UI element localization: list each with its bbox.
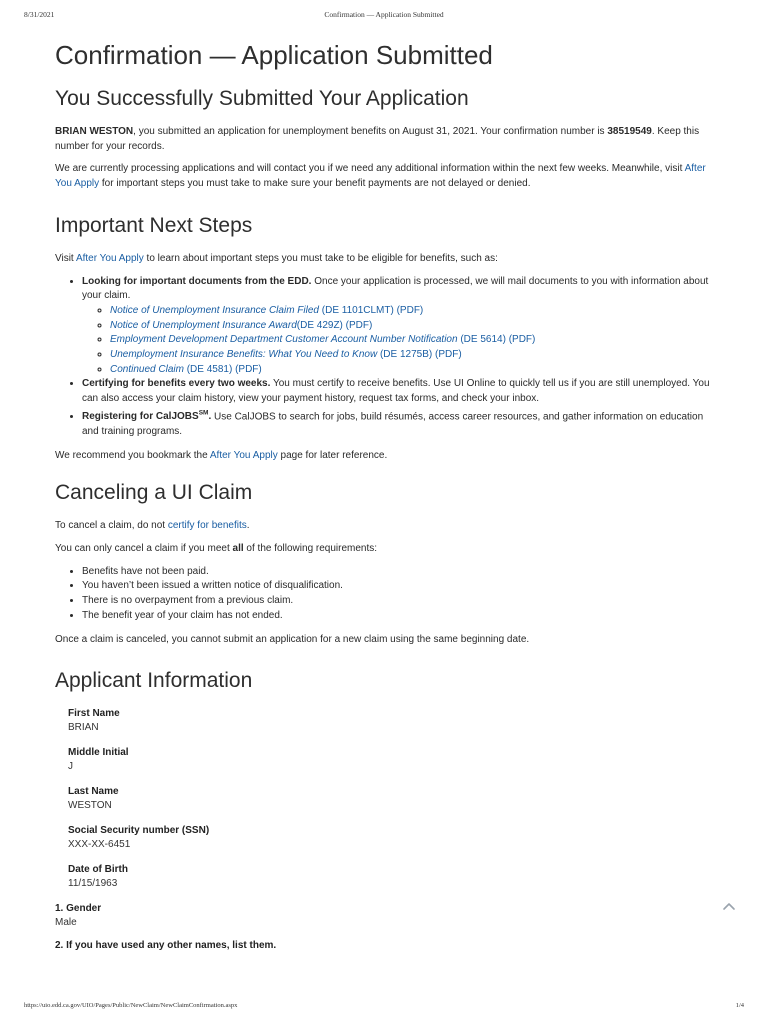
answer-value: Male xyxy=(55,917,77,929)
next-steps-list xyxy=(55,275,715,440)
document-link-de4581[interactable] xyxy=(110,364,262,375)
processing-text-1: We are currently processing applications and will contact you if we need any additional information within the next few weeks. Meanwhile, visit xyxy=(55,163,685,175)
field-label: Middle Initial xyxy=(68,747,129,759)
document-link-de1101clmt[interactable] xyxy=(110,305,423,316)
document-title: Unemployment Insurance Benefits: What You Need to Know xyxy=(110,349,378,361)
document-item xyxy=(110,333,715,348)
chevron-up-icon xyxy=(722,901,736,911)
list-item: • You haven’t been issued a written notice of disqualification. xyxy=(82,579,715,594)
document-title: Continued Claim xyxy=(110,363,184,375)
field-label: Date of Birth xyxy=(68,864,128,876)
field-value: J xyxy=(68,761,73,773)
bookmark-paragraph xyxy=(55,449,715,464)
confirmation-number: 38519549 xyxy=(607,126,652,137)
cancel-req-all: all xyxy=(232,542,244,554)
cancel-text-1: To cancel a claim, do not xyxy=(55,520,168,532)
document-link-de429z[interactable] xyxy=(110,320,372,331)
document-item xyxy=(110,348,715,363)
field-date-of-birth xyxy=(68,863,715,891)
bookmark-text-1: We recommend you bookmark the xyxy=(55,449,210,461)
scroll-to-top-button[interactable] xyxy=(720,897,738,915)
document-title: Notice of Unemployment Insurance Award xyxy=(110,319,297,331)
next-steps-intro xyxy=(55,252,715,267)
field-value: BRIAN xyxy=(68,722,99,734)
processing-paragraph xyxy=(55,162,715,191)
document-code: (DE 1101CLMT) (PDF) xyxy=(318,304,424,316)
cancel-heading: Canceling a UI Claim xyxy=(55,481,253,505)
caljobs-heading xyxy=(82,411,211,422)
certify-for-benefits-link[interactable]: certify for benefits xyxy=(167,520,247,532)
main-content xyxy=(55,38,715,953)
cancel-footer: Once a claim is canceled, you cannot submit an application for a new claim using the same beginning date. xyxy=(55,633,530,645)
documents-text: Once your application is processed, we will mail documents to you with information about your claim. xyxy=(82,275,709,302)
applicant-name: BRIAN WESTON xyxy=(55,126,134,137)
field-label: Social Security number (SSN) xyxy=(68,825,210,837)
after-you-apply-link[interactable]: After You Apply xyxy=(75,252,144,264)
bookmark-text-2: page for later reference. xyxy=(277,449,388,461)
list-item xyxy=(82,407,715,440)
next-steps-intro-text-1: Visit xyxy=(55,252,76,264)
print-header xyxy=(24,10,744,24)
documents-heading: Looking for important documents from the EDD. xyxy=(82,275,312,287)
applicant-fields xyxy=(55,707,715,891)
caljobs-period: . xyxy=(208,411,212,423)
print-page-number: 1/4 xyxy=(735,1002,744,1009)
question-gender xyxy=(55,902,715,953)
processing-text-2: for important steps you must take to make sure your benefit payments are not delayed or denied. xyxy=(99,178,531,190)
list-item xyxy=(82,377,715,406)
question-label: 2. If you have used any other names, list them. xyxy=(55,940,277,952)
document-title: Employment Development Department Customer Account Number Notification xyxy=(110,334,458,346)
caljobs-label: Registering for CalJOBS xyxy=(82,411,199,423)
service-mark: SM xyxy=(198,409,209,417)
question-label: 1. Gender xyxy=(55,903,102,915)
document-code: (DE 5614) (PDF) xyxy=(457,334,536,346)
document-link-de1275b[interactable] xyxy=(110,349,462,360)
print-url: https://uio.edd.ca.gov/UIO/Pages/Public/NewClaim/NewClaimConfirmation.aspx xyxy=(24,1002,238,1009)
document-item xyxy=(110,363,715,378)
list-item xyxy=(82,275,715,378)
field-middle-initial xyxy=(68,746,715,774)
print-date: 8/31/2021 xyxy=(24,10,55,19)
document-code: (DE 4581) (PDF) xyxy=(183,363,262,375)
confirmation-text-1: , you submitted an application for unemployment benefits on August 31, 2021. Your confirmation number is xyxy=(133,126,608,137)
certifying-text: You must certify to receive benefits. Use UI Online to quickly tell us if you are still unemployed. You can also access your claim history, view your payment history, request tax forms, and check your inbox. xyxy=(82,378,710,405)
field-value: WESTON xyxy=(68,800,112,812)
field-label: First Name xyxy=(68,708,120,720)
after-you-apply-link[interactable]: After You Apply xyxy=(209,449,278,461)
document-code: (DE 429Z) (PDF) xyxy=(296,319,373,331)
confirmation-paragraph xyxy=(55,125,715,154)
list-item: • The benefit year of your claim has not ended. xyxy=(82,609,715,624)
document-title: Notice of Unemployment Insurance Claim Filed xyxy=(110,304,319,316)
document-code: (DE 1275B) (PDF) xyxy=(377,349,462,361)
success-heading: You Successfully Submitted Your Application xyxy=(55,87,469,110)
print-footer xyxy=(24,1002,744,1014)
field-label: Last Name xyxy=(68,786,119,798)
after-you-apply-link[interactable]: After You Apply xyxy=(55,163,706,190)
document-item xyxy=(110,304,715,319)
documents-list xyxy=(82,304,715,378)
next-steps-heading: Important Next Steps xyxy=(55,213,253,237)
document-item xyxy=(110,319,715,334)
caljobs-text: Use CalJOBS to search for jobs, build résumés, access career resources, and gather information on education and training programs. xyxy=(82,411,704,437)
print-title: Confirmation — Application Submitted xyxy=(324,10,444,19)
document-link-de5614[interactable] xyxy=(110,334,535,345)
cancel-line-2 xyxy=(55,542,715,557)
field-value: 11/15/1963 xyxy=(68,878,118,890)
field-last-name xyxy=(68,785,715,813)
field-ssn xyxy=(68,824,715,852)
field-first-name xyxy=(68,707,715,735)
certifying-heading: Certifying for benefits every two weeks. xyxy=(82,378,271,390)
confirmation-text-2: . Keep this number for your records. xyxy=(55,126,700,152)
requirements-list xyxy=(55,565,715,624)
next-steps-intro-text-2: to learn about important steps you must take to be eligible for benefits, such as: xyxy=(143,252,498,264)
list-item: • Benefits have not been paid. xyxy=(82,565,715,580)
cancel-line-1 xyxy=(55,519,715,534)
applicant-heading: Applicant Information xyxy=(55,669,253,693)
cancel-req-text-2: of the following requirements: xyxy=(243,542,378,554)
field-value: XXX-XX-6451 xyxy=(68,839,131,851)
cancel-req-text-1: You can only cancel a claim if you meet xyxy=(55,542,233,554)
cancel-text-2: . xyxy=(246,520,250,532)
list-item: • There is no overpayment from a previous claim. xyxy=(82,594,715,609)
page-title: Confirmation — Application Submitted xyxy=(55,40,493,70)
